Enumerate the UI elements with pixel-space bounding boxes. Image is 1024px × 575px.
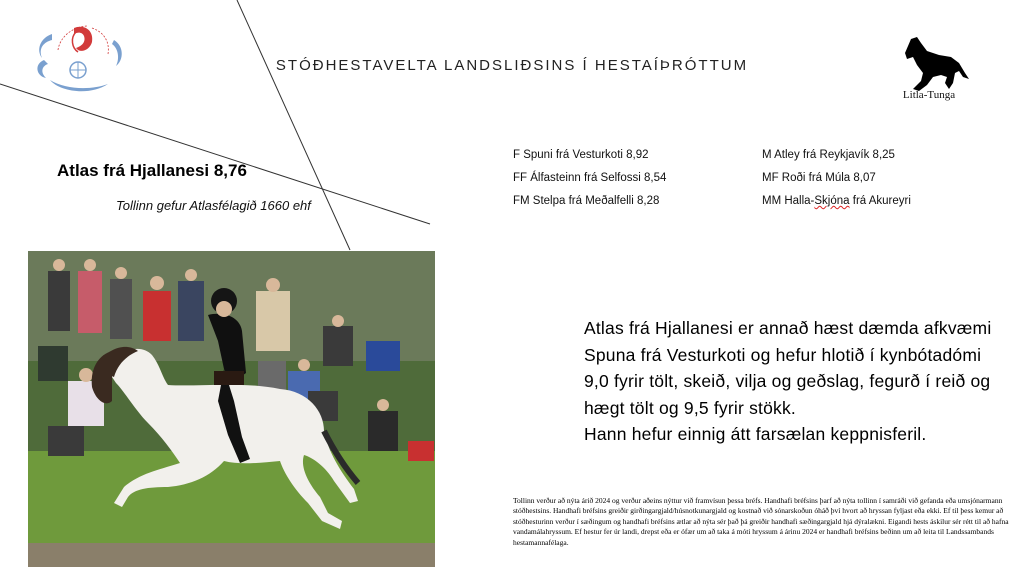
header-title: STÓÐHESTAVELTA LANDSLIÐSINS Í HESTAÍÞRÓTTUM [275,57,749,74]
pedigree-dam-side [762,146,911,215]
pedigree-line: F Spuni frá Vesturkoti 8,92 [513,149,649,161]
fine-print: Tollinn verður að nýta árið 2024 og verður aðeins nýttur við framvísun þessa bréfs. Handhafi bréfsins þarf að nýta tollinn í samráði við gefanda eða umsjónarmann stóðhestsins. Handhafi bréfsins greiðir girðingargjald/húsnotkunargjald og kostnað við sónarskoðun óháð því hvort að hryssan fyljast eða ekki. Ef til þess kemur að stóðhesturinn verður í sæðingum og handhafi bréfsins ætlar að nýta sér það þá greiðir handhafi sæðingargjald hjá dýralækni. Eigandi hests áskilur sér rétt til að hafna vandamálahryssum. Ef hestur fer úr landi, drepst eða er ófær um að taka á móti hryssum á árinu 2024 er handhafi bréfsins beðinn um að leita til Landssambands hestamannafélaga. [513,496,1009,547]
spellcheck-marked-word: Skjóna [814,195,850,207]
pedigree-line: M Atley frá Reykjavík 8,25 [762,149,895,161]
gift-text: Tollinn gefur Atlasfélagið 1660 ehf [116,198,311,213]
stallion-name: Atlas frá Hjallanesi 8,76 [57,161,247,180]
horse-rider-photo [28,251,435,567]
litla-tunga-logo-text: Litla-Tunga [902,89,956,101]
pedigree-sire-side [513,146,666,215]
description-paragraph: Atlas frá Hjallanesi er annað hæst dæmda afkvæmi Spuna frá Vesturkoti og hefur hlotið í kynbótadómi 9,0 fyrir tölt, skeið, vilja og geðslag, fegurð í reið og hægt tölt og 9,5 fyrir stökk. [584,318,992,418]
description-paragraph: Hann hefur einnig átt farsælan keppnisferil. [584,424,927,444]
pedigree-line: FF Álfasteinn frá Selfossi 8,54 [513,172,667,184]
pedigree-line: FM Stelpa frá Meðalfelli 8,28 [513,195,660,207]
pedigree-line: MM Halla-Skjóna frá Akureyri [762,195,911,207]
pedigree-line: MF Roði frá Múla 8,07 [762,172,876,184]
description [584,315,1004,448]
